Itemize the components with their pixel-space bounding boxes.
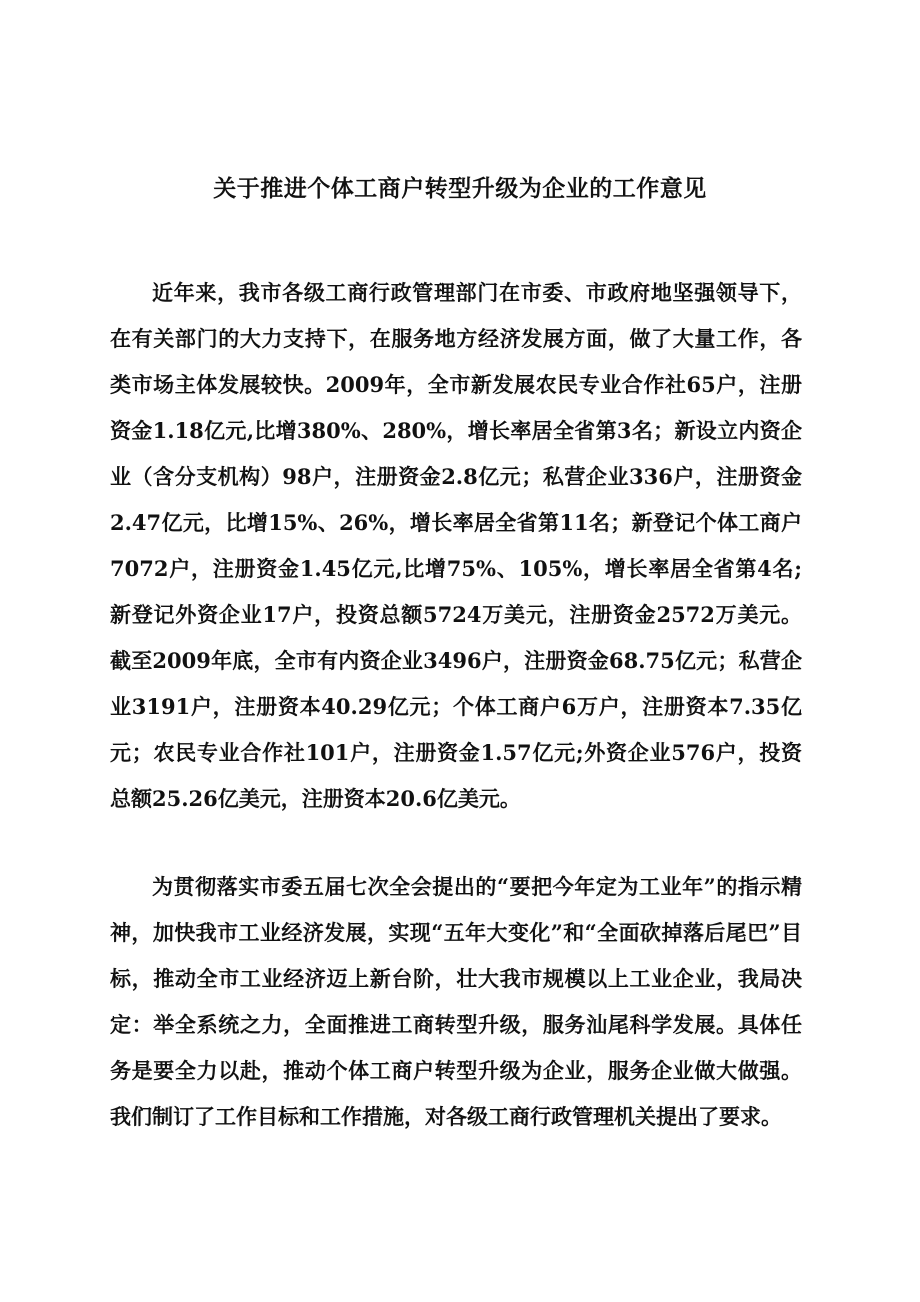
paragraph-statistics: 近年来，我市各级工商行政管理部门在市委、市政府地坚强领导下，在有关部门的大力支持下，在服务地方经济发展方面，做了大量工作，各类市场主体发展较快。2009年，全市新发展农民专业合作社65户，注册资金1.18亿元,比增380%、280%，增长率居全省第3名；新设立内资企业（含分支机构）98户，注册资金2.8亿元；私营企业336户，注册资金2.47亿元，比增15%、26%，增长率居全省第11名；新登记个体工商户7072户，注册资金1.45亿元,比增75%、105%，增长率居全省第4名;新登记外资企业17户，投资总额5724万美元，注册资金2572万美元。截至2009年底，全市有内资企业3496户，注册资金68.75亿元；私营企业3191户，注册资本40.29亿元；个体工商户6万户，注册资本7.35亿元；农民专业合作社101户，注册资金1.57亿元;外资企业576户，投资总额25.26亿美元，注册资本20.6亿美元。 — [110, 280, 802, 811]
document-title: 关于推进个体工商户转型升级为企业的工作意见 — [213, 175, 707, 202]
paragraph-task: 为贯彻落实市委五届七次全会提出的“要把今年定为工业年”的指示精神，加快我市工业经济发展，实现“五年大变化”和“全面砍掉落后尾巴”目标，推动全市工业经济迈上新台阶，壮大我市规模以上工业企业，我局决定：举全系统之力，全面推进工商转型升级，服务汕尾科学发展。具体任务是要全力以赴，推动个体工商户转型升级为企业，服务企业做大做强。我们制订了工作目标和工作措施，对各级工商行政管理机关提出了要求。 — [110, 874, 802, 1129]
